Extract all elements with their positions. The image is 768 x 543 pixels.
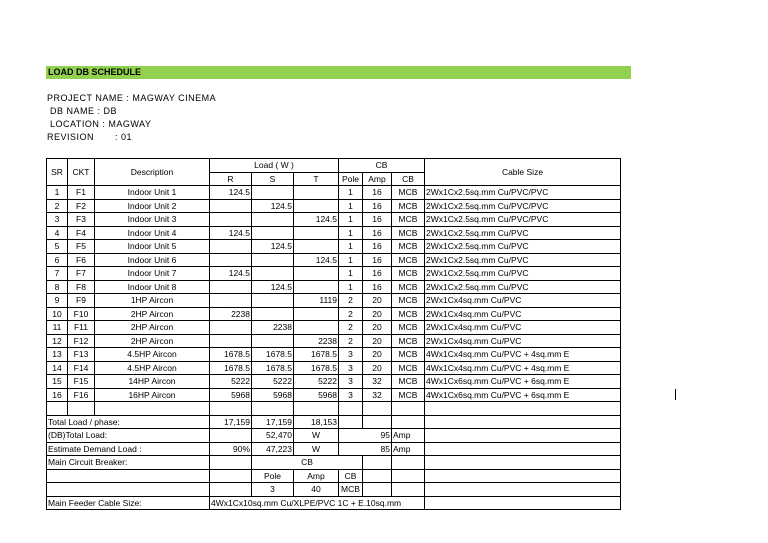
cell-sr: 1 [47, 186, 68, 200]
cell-sr: 15 [47, 375, 68, 389]
db-total-unit: W [294, 429, 339, 443]
project-name: PROJECT NAME : MAGWAY CINEMA [47, 93, 217, 103]
schedule-title-banner: LOAD DB SCHEDULE [46, 66, 631, 79]
cell-desc: 16HP Aircon [95, 388, 210, 402]
cell-r [210, 253, 252, 267]
cell-cable: 4Wx1Cx4sq.mm Cu/PVC + 4sq.mm E [425, 348, 621, 362]
mcb-cb-header: CB [339, 469, 363, 483]
table-row [47, 307, 621, 321]
cell-cable: 2Wx1Cx2.5sq.mm Cu/PVC/PVC [425, 213, 621, 227]
cell-cable: 2Wx1Cx4sq.mm Cu/PVC [425, 294, 621, 308]
total-r: 17,159 [210, 415, 252, 429]
cell-amp: 20 [363, 334, 392, 348]
col-pole: Pole [339, 172, 363, 186]
cell-pole: 3 [339, 375, 363, 389]
cell-amp: 16 [363, 186, 392, 200]
cell-amp: 32 [363, 375, 392, 389]
cell-cb: MCB [392, 361, 425, 375]
table-row [47, 361, 621, 375]
cell-cable: 2Wx1Cx4sq.mm Cu/PVC [425, 307, 621, 321]
cell-ckt: F4 [68, 226, 95, 240]
cell-cable: 2Wx1Cx2.5sq.mm Cu/PVC [425, 253, 621, 267]
feeder-row [47, 496, 621, 510]
db-name: DB NAME : DB [47, 106, 118, 116]
cell-t [294, 199, 339, 213]
cell-cb: MCB [392, 307, 425, 321]
demand-row [47, 442, 621, 456]
cell-cb: MCB [392, 253, 425, 267]
table-row [47, 348, 621, 362]
cell-cb: MCB [392, 375, 425, 389]
mcb-type: MCB [339, 483, 363, 497]
header-row-1 [47, 159, 621, 173]
cell-sr: 3 [47, 213, 68, 227]
cell-desc: 1HP Aircon [95, 294, 210, 308]
cell-amp: 16 [363, 199, 392, 213]
cell-desc: 4.5HP Aircon [95, 361, 210, 375]
cell-r: 5222 [210, 375, 252, 389]
cell-amp: 20 [363, 361, 392, 375]
cell-r [210, 199, 252, 213]
cell-ckt: F8 [68, 280, 95, 294]
cell-r [210, 294, 252, 308]
cell-sr: 6 [47, 253, 68, 267]
col-ckt: CKT [68, 159, 95, 186]
cell-s: 124.5 [252, 240, 294, 254]
col-sr: SR [47, 159, 68, 186]
cell-t [294, 321, 339, 335]
col-t: T [294, 172, 339, 186]
cell-cb: MCB [392, 213, 425, 227]
col-s: S [252, 172, 294, 186]
cell-sr: 10 [47, 307, 68, 321]
cell-pole: 3 [339, 388, 363, 402]
cell-pole: 1 [339, 240, 363, 254]
cell-ckt: F12 [68, 334, 95, 348]
cell-s [252, 267, 294, 281]
table-row [47, 294, 621, 308]
cell-t: 1678.5 [294, 348, 339, 362]
cell-cable: 2Wx1Cx2.5sq.mm Cu/PVC [425, 240, 621, 254]
cell-amp: 32 [363, 388, 392, 402]
cell-desc: Indoor Unit 2 [95, 199, 210, 213]
cell-s: 5222 [252, 375, 294, 389]
cell-pole: 3 [339, 361, 363, 375]
cell-pole: 3 [339, 348, 363, 362]
cell-amp: 20 [363, 321, 392, 335]
total-per-phase-row [47, 415, 621, 429]
col-description: Description [95, 159, 210, 186]
cell-desc: 2HP Aircon [95, 307, 210, 321]
cell-amp: 16 [363, 240, 392, 254]
demand-amp-unit: Amp [392, 442, 425, 456]
cell-sr: 14 [47, 361, 68, 375]
cell-cb: MCB [392, 199, 425, 213]
cell-r [210, 240, 252, 254]
cell-pole: 2 [339, 307, 363, 321]
col-amp: Amp [363, 172, 392, 186]
cell-ckt: F7 [68, 267, 95, 281]
cell-ckt: F3 [68, 213, 95, 227]
main-breaker-row [47, 456, 621, 470]
cell-cb: MCB [392, 321, 425, 335]
cell-sr: 5 [47, 240, 68, 254]
cell-s [252, 334, 294, 348]
col-load: Load ( W ) [210, 159, 339, 173]
demand-amp: 85 [339, 442, 392, 456]
mcb-pole: 3 [252, 483, 294, 497]
cell-desc: 2HP Aircon [95, 321, 210, 335]
cell-r: 1678.5 [210, 361, 252, 375]
blank-row [47, 402, 621, 416]
cell-amp: 16 [363, 280, 392, 294]
table-row [47, 226, 621, 240]
cell-r [210, 213, 252, 227]
cell-cb: MCB [392, 294, 425, 308]
cell-pole: 1 [339, 199, 363, 213]
cell-cb: MCB [392, 280, 425, 294]
cell-cb: MCB [392, 240, 425, 254]
cell-t [294, 186, 339, 200]
table-row [47, 375, 621, 389]
mcb-amp-header: Amp [294, 469, 339, 483]
cell-s [252, 294, 294, 308]
cell-cable: 2Wx1Cx2.5sq.mm Cu/PVC [425, 267, 621, 281]
cell-amp: 20 [363, 348, 392, 362]
cell-sr: 16 [47, 388, 68, 402]
cell-ckt: F11 [68, 321, 95, 335]
cell-cable: 2Wx1Cx2.5sq.mm Cu/PVC [425, 280, 621, 294]
cell-ckt: F5 [68, 240, 95, 254]
demand-value: 47,223 [252, 442, 294, 456]
cell-r: 5968 [210, 388, 252, 402]
col-cable-size: Cable Size [425, 159, 621, 186]
cell-r: 1678.5 [210, 348, 252, 362]
cell-ckt: F14 [68, 361, 95, 375]
cell-pole: 1 [339, 280, 363, 294]
cell-t: 5968 [294, 388, 339, 402]
cell-s [252, 307, 294, 321]
main-breaker-header-row [47, 469, 621, 483]
cell-desc: 14HP Aircon [95, 375, 210, 389]
cell-s [252, 253, 294, 267]
cell-cb: MCB [392, 267, 425, 281]
col-cb: CB [339, 159, 425, 173]
cell-ckt: F2 [68, 199, 95, 213]
cell-s [252, 226, 294, 240]
feeder-value: 4Wx1Cx10sq.mm Cu/XLPE/PVC 1C + E.10sq.mm [210, 496, 425, 510]
cell-cb: MCB [392, 186, 425, 200]
cell-t: 1119 [294, 294, 339, 308]
cell-pole: 2 [339, 294, 363, 308]
total-t: 18,153 [294, 415, 339, 429]
cell-sr: 11 [47, 321, 68, 335]
cell-t [294, 240, 339, 254]
cell-t: 1678.5 [294, 361, 339, 375]
cell-amp: 20 [363, 294, 392, 308]
cell-ckt: F6 [68, 253, 95, 267]
cell-ckt: F9 [68, 294, 95, 308]
cell-desc: Indoor Unit 1 [95, 186, 210, 200]
demand-unit: W [294, 442, 339, 456]
table-row [47, 321, 621, 335]
cell-r [210, 280, 252, 294]
cell-r: 124.5 [210, 226, 252, 240]
cell-ckt: F10 [68, 307, 95, 321]
table-row [47, 388, 621, 402]
load-schedule-table [46, 158, 621, 510]
cell-amp: 16 [363, 253, 392, 267]
cell-amp: 16 [363, 226, 392, 240]
cell-sr: 4 [47, 226, 68, 240]
cell-s: 1678.5 [252, 361, 294, 375]
cell-sr: 9 [47, 294, 68, 308]
demand-pct: 90% [210, 442, 252, 456]
cell-desc: Indoor Unit 8 [95, 280, 210, 294]
cell-pole: 1 [339, 213, 363, 227]
cell-desc: 2HP Aircon [95, 334, 210, 348]
cell-cb: MCB [392, 334, 425, 348]
table-row [47, 213, 621, 227]
cell-ckt: F15 [68, 375, 95, 389]
cell-t [294, 280, 339, 294]
table-row [47, 334, 621, 348]
cell-amp: 16 [363, 267, 392, 281]
cell-cable: 2Wx1Cx2.5sq.mm Cu/PVC/PVC [425, 186, 621, 200]
cell-ckt: F1 [68, 186, 95, 200]
table-row [47, 199, 621, 213]
text-cursor [675, 389, 676, 400]
cell-cb: MCB [392, 388, 425, 402]
cell-desc: 4.5HP Aircon [95, 348, 210, 362]
table-row [47, 186, 621, 200]
main-breaker-value-row [47, 483, 621, 497]
cell-sr: 13 [47, 348, 68, 362]
cell-s: 124.5 [252, 280, 294, 294]
cell-s [252, 213, 294, 227]
cell-sr: 7 [47, 267, 68, 281]
table-row [47, 240, 621, 254]
total-per-phase-label: Total Load / phase: [47, 415, 210, 429]
mcb-amp: 40 [294, 483, 339, 497]
cell-desc: Indoor Unit 3 [95, 213, 210, 227]
col-cb-type: CB [392, 172, 425, 186]
cell-pole: 1 [339, 253, 363, 267]
col-r: R [210, 172, 252, 186]
cell-ckt: F13 [68, 348, 95, 362]
cell-pole: 1 [339, 267, 363, 281]
cell-sr: 2 [47, 199, 68, 213]
location: LOCATION : MAGWAY [47, 119, 152, 129]
cell-r [210, 321, 252, 335]
cell-t [294, 307, 339, 321]
cell-cb: MCB [392, 226, 425, 240]
table-row [47, 267, 621, 281]
cell-t: 2238 [294, 334, 339, 348]
cell-desc: Indoor Unit 7 [95, 267, 210, 281]
cell-cable: 4Wx1Cx6sq.mm Cu/PVC + 6sq.mm E [425, 388, 621, 402]
cell-t: 5222 [294, 375, 339, 389]
cell-r: 124.5 [210, 267, 252, 281]
cell-r [210, 334, 252, 348]
revision: REVISION : 01 [47, 132, 133, 142]
cell-s [252, 186, 294, 200]
cell-t [294, 226, 339, 240]
cell-pole: 2 [339, 334, 363, 348]
cell-cable: 2Wx1Cx4sq.mm Cu/PVC [425, 321, 621, 335]
cell-cable: 2Wx1Cx2.5sq.mm Cu/PVC/PVC [425, 199, 621, 213]
cell-amp: 20 [363, 307, 392, 321]
cell-s: 2238 [252, 321, 294, 335]
demand-label: Estimate Demand Load : [47, 442, 210, 456]
cell-cable: 4Wx1Cx6sq.mm Cu/PVC + 6sq.mm E [425, 375, 621, 389]
total-s: 17,159 [252, 415, 294, 429]
db-total-row [47, 429, 621, 443]
feeder-label: Main Feeder Cable Size: [47, 496, 210, 510]
cell-desc: Indoor Unit 4 [95, 226, 210, 240]
cell-cable: 2Wx1Cx2.5sq.mm Cu/PVC [425, 226, 621, 240]
cell-pole: 1 [339, 186, 363, 200]
cell-t [294, 267, 339, 281]
main-breaker-label: Main Circuit Breaker: [47, 456, 210, 470]
cell-ckt: F16 [68, 388, 95, 402]
cell-s: 124.5 [252, 199, 294, 213]
db-total-value: 52,470 [252, 429, 294, 443]
db-total-amp: 95 [339, 429, 392, 443]
cell-s: 1678.5 [252, 348, 294, 362]
cell-sr: 12 [47, 334, 68, 348]
cell-desc: Indoor Unit 6 [95, 253, 210, 267]
mcb-pole-header: Pole [252, 469, 294, 483]
cell-cable: 2Wx1Cx4sq.mm Cu/PVC [425, 334, 621, 348]
main-breaker-cb: CB [252, 456, 363, 470]
db-total-label: (DB)Total Load: [47, 429, 210, 443]
cell-pole: 1 [339, 226, 363, 240]
db-total-amp-unit: Amp [392, 429, 425, 443]
cell-pole: 2 [339, 321, 363, 335]
cell-s: 5968 [252, 388, 294, 402]
cell-r: 124.5 [210, 186, 252, 200]
table-row [47, 280, 621, 294]
table-row [47, 253, 621, 267]
cell-t: 124.5 [294, 213, 339, 227]
cell-cable: 4Wx1Cx4sq.mm Cu/PVC + 4sq.mm E [425, 361, 621, 375]
cell-r: 2238 [210, 307, 252, 321]
cell-amp: 16 [363, 213, 392, 227]
cell-sr: 8 [47, 280, 68, 294]
cell-desc: Indoor Unit 5 [95, 240, 210, 254]
cell-cb: MCB [392, 348, 425, 362]
cell-t: 124.5 [294, 253, 339, 267]
